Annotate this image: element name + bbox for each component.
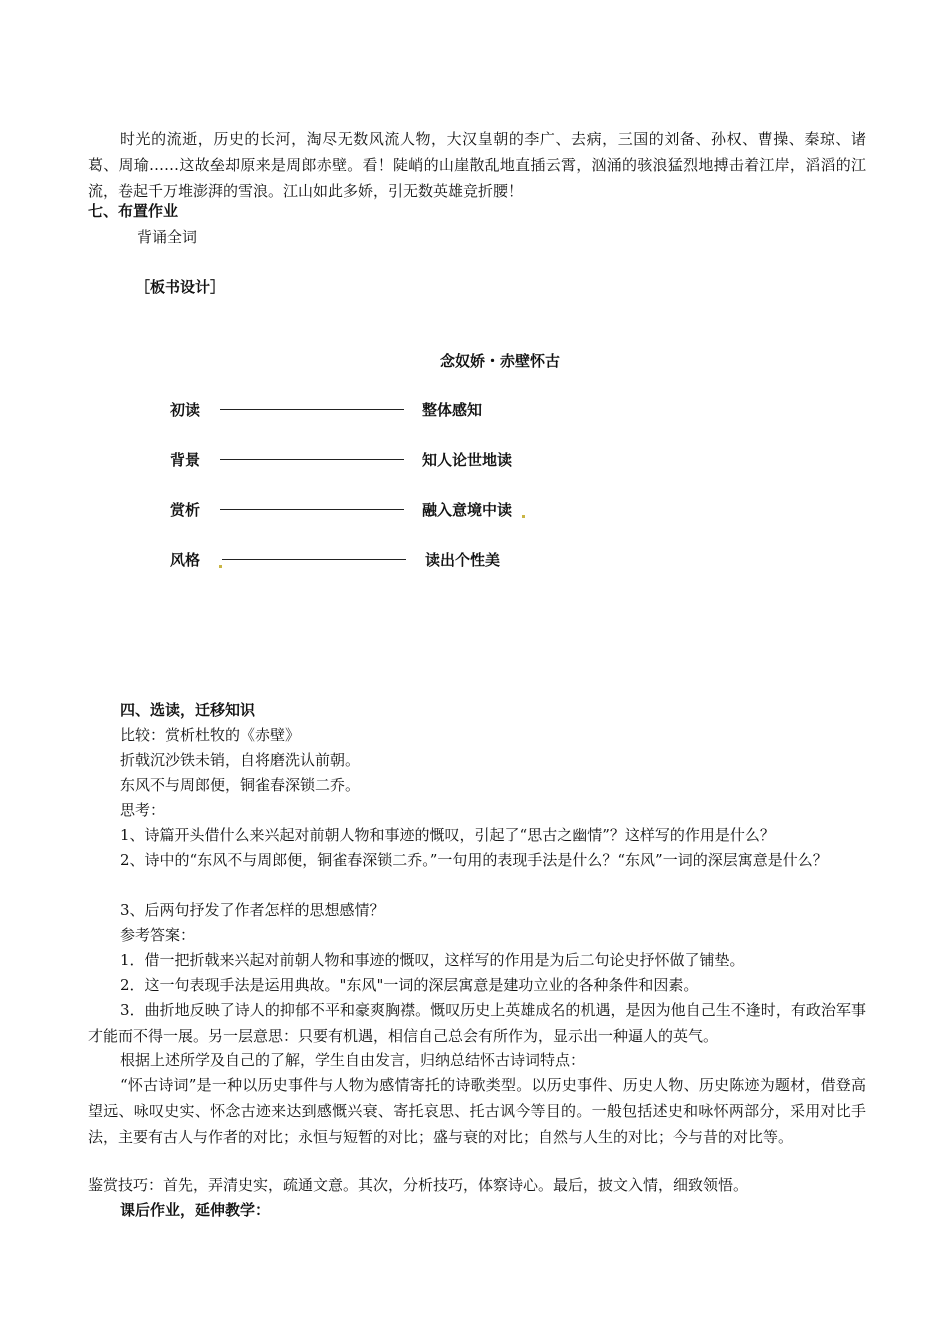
board-row-value: 知人论世地读	[422, 451, 513, 469]
answer-3: 3．曲折地反映了诗人的抑郁不平和豪爽胸襟。慨叹历史上英雄成名的机遇，是因为他自己生不逢时，有政治军事才能而不得一展。另一层意思：只要有机遇，相信自己总会有所作为，显示出一种逼人的英气。	[88, 1001, 866, 1045]
summary-intro: 根据上述所学及自己的了解，学生自由发言，归纳总结怀古诗词特点：	[120, 1051, 586, 1069]
board-row-value: 整体感知	[422, 401, 483, 419]
board-row-key: 赏析	[170, 501, 201, 519]
board-row-dash	[222, 559, 406, 560]
summary-paragraph: “怀古诗词”是一种以历史事件与人物为感情寄托的诗歌类型。以历史事件、历史人物、历史陈迹为题材，借登高望远、咏叹史实、怀念古迹来达到感慨兴衰、寄托哀思、托古讽今等目的。一般包括述史和咏怀两部分，采用对比手法，主要有古人与作者的对比；永恒与短暂的对比；盛与衰的对比；自然与人生的对比；今与昔的对比等。	[88, 1076, 866, 1146]
after-class-heading: 课后作业，延伸教学：	[120, 1201, 271, 1219]
edit-mark	[522, 515, 525, 518]
section4-heading: 四、选读，迁移知识	[120, 701, 256, 719]
poem-line-2: 东风不与周郎便，铜雀春深锁二乔。	[120, 776, 361, 794]
board-row-dash	[220, 459, 404, 460]
board-row-dash	[220, 409, 404, 410]
board-row-value: 读出个性美	[425, 551, 501, 569]
appreciation-skills: 鉴赏技巧：首先，弄清史实，疏通文意。其次，分析技巧，体察诗心。最后，披文入情，细致领悟。	[88, 1176, 749, 1194]
board-design-label: ［板书设计］	[135, 278, 226, 296]
question-1: 1、诗篇开头借什么来兴起对前朝人物和事迹的慨叹，引起了“思古之幽情”？这样写的作用是什么？	[120, 826, 775, 844]
question-3: 3、后两句抒发了作者怎样的思想感情？	[120, 901, 385, 919]
intro-paragraph: 时光的流逝，历史的长河，淘尽无数风流人物，大汉皇朝的李广、去病，三国的刘备、孙权、曹操、秦琼、诸葛、周瑜……这故垒却原来是周郎赤壁。看！陡峭的山崖散乱地直插云霄，汹涌的骇浪猛烈地搏击着江岸，滔滔的江流，卷起千万堆澎湃的雪浪。江山如此多娇，引无数英雄竞折腰！	[88, 130, 866, 200]
board-row-dash	[220, 509, 404, 510]
board-row-value: 融入意境中读	[422, 501, 513, 519]
board-row-key: 背景	[170, 451, 201, 469]
compare-line: 比较：赏析杜牧的《赤壁》	[120, 726, 301, 744]
board-title: 念奴娇・赤壁怀古	[439, 352, 560, 370]
poem-line-1: 折戟沉沙铁未销，自将磨洗认前朝。	[120, 751, 361, 769]
edit-mark	[219, 565, 222, 568]
think-label: 思考：	[120, 801, 166, 819]
board-row-key: 初读	[170, 401, 201, 419]
answer-2: 2．这一句表现手法是运用典故。"东风"一词的深层寓意是建功立业的各种条件和因素。	[120, 976, 699, 994]
homework-task: 背诵全词	[137, 228, 198, 246]
answer-label: 参考答案：	[120, 926, 196, 944]
question-2: 2、诗中的“东风不与周郎便，铜雀春深锁二乔。”一句用的表现手法是什么？“东风”一词的深层寓意是什么？	[120, 851, 828, 869]
board-row-key: 风格	[170, 551, 201, 569]
homework-heading: 七、布置作业	[88, 202, 179, 220]
answer-1: 1．借一把折戟来兴起对前朝人物和事迹的慨叹，这样写的作用是为后二句论史抒怀做了铺垫。	[120, 951, 745, 969]
